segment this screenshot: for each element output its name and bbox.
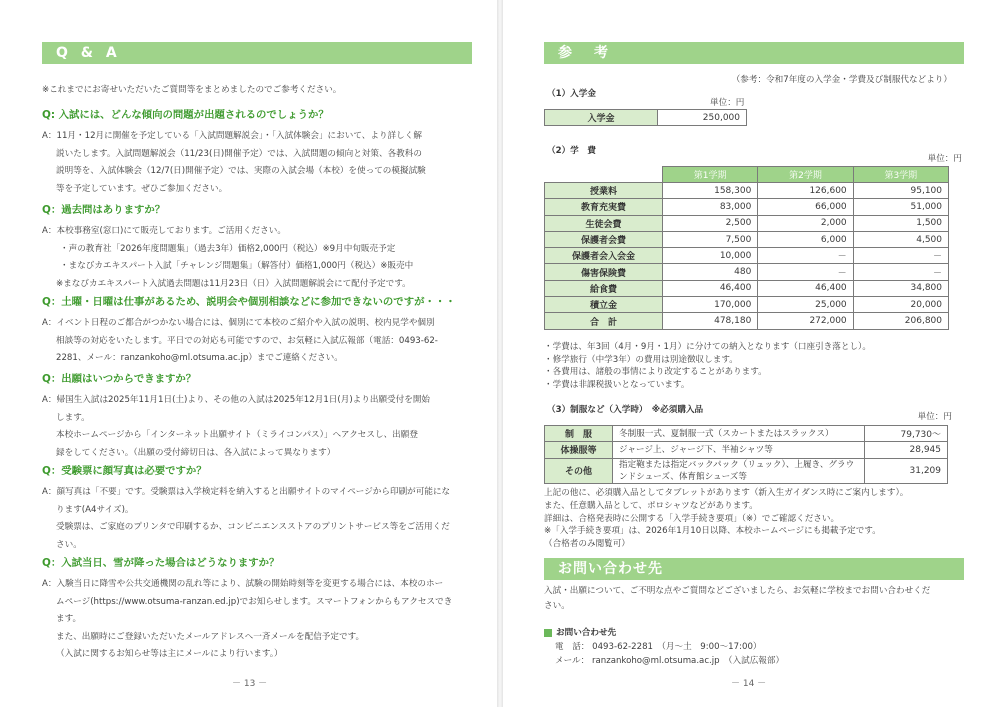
answer-line: 説明等を、入試体験会（12/7(日)開催予定）では、実際の入試会場（本校）を使っての模擬試験 [56,166,426,176]
column-header: 第1学期 [663,167,758,183]
answer [42,128,472,198]
column-header: 第3学期 [853,167,948,183]
answer-line: また、出願時にご登録いただいたメールアドレスへ一斉メールを配信予定です。 [56,631,365,642]
page-number-14: － 14 － [731,679,767,689]
table-cell: 83,000 [663,199,758,215]
table-row [545,313,949,329]
note-line: 上記の他に、必須購入品としてタブレットがあります（新入生ガイダンス時にご案内します）。 [544,488,909,498]
row-label: 傷害保険費 [545,264,663,280]
answer-line: ・まなびカエキスパート入試「チャレンジ問題集」（解答付）価格1,000円（税込）※販売中 [60,261,414,271]
table-cell: 478,180 [663,313,758,329]
phone-value[interactable]: 0493-62-2281 （月～土 9:00～17:00） [592,642,762,652]
tuition-notes [544,341,871,391]
table-row [545,264,949,280]
row-label: 積立金 [545,297,663,313]
table-cell: 31,209 [865,458,948,483]
table-row [545,458,948,483]
table-cell: 46,400 [758,280,853,296]
answer-line: A：本校事務室(窓口)にて販売しております。ご活用ください。 [42,226,286,236]
row-label: その他 [545,458,613,483]
table-cell: 2,500 [663,215,758,231]
table-cell: 25,000 [758,297,853,313]
entrance-fee-table [544,109,747,126]
table-cell: 158,300 [663,183,758,199]
qa-item [42,464,472,554]
reference-heading: 参 考 [544,42,964,64]
entrance-unit: 単位：円 [710,98,745,108]
table-cell: 20,000 [853,297,948,313]
note-line: さい。 [544,600,570,611]
answer [42,576,472,664]
table-cell: 126,600 [758,183,853,199]
table-cell: 指定鞄または指定バックパック（リュック）、上履き、グラウンドシューズ、体育館シューズ等 [613,458,865,483]
row-label: 教育充実費 [545,199,663,215]
table-row [545,110,747,126]
note-line: 入試・出願について、ご不明な点やご質問などございましたら、お気軽に学校までお問い合わせくだ [544,586,931,596]
table-cell: 4,500 [853,231,948,247]
table-cell: 10,000 [663,248,758,264]
uniform-unit: 単位：円 [917,412,952,422]
row-label: 保護者会入会金 [545,248,663,264]
row-label: 制 服 [545,426,613,442]
column-header [545,167,663,183]
answer-line: ・声の教育社「2026年度問題集」（過去3年）価格2,000円（税込）※9月中旬販売予定 [60,243,396,254]
table-cell: 66,000 [758,199,853,215]
table-cell: 28,945 [865,442,948,458]
answer-line: A：顔写真は「不要」です。受験票は入学検定料を納入すると出願サイトのマイページから印刷が可能にな [42,487,451,497]
row-label: 保護者会費 [545,231,663,247]
qa-item [42,372,472,462]
mail-value[interactable]: ranzankoho@ml.otsuma.ac.jp （入試広報部） [591,656,785,666]
answer-line: 等を予定しています。ぜひご参加ください。 [56,183,228,194]
uniform-title: （3）制服など（入学時） ※必須購入品 [547,405,704,415]
mail-label: メール： [555,656,590,666]
answer [42,484,472,554]
qa-item [42,295,472,368]
question: Q：過去問はありますか？ [42,204,166,216]
answer-line: ます。 [56,614,82,624]
note-line: （合格者のみ閲覧可） [544,539,630,550]
answer-line: 説いたします。入試問題解説会（11/23(日)開催予定）では、入試問題の傾向と対策、各教科の [56,148,422,159]
answer-line: 録をしてください。（出願の受付締切日は、各入試によって異なります） [56,447,336,458]
note-line: また、任意購入品として、ポロシャツなどがあります。 [544,500,758,511]
table-cell: 272,000 [758,313,853,329]
answer-line: 本校ホームページから「インターネット出願サイト（ミライコンパス）」へアクセスし、出願登 [56,430,418,440]
tuition-title: （2）学 費 [547,146,596,156]
table-cell: － [853,264,948,280]
table-cell: － [853,248,948,264]
question: Q：入試当日、雪が降った場合はどうなりますか？ [42,557,280,569]
tuition-table [544,166,949,330]
answer-line: 受験票は、ご家庭のプリンタで印刷するか、コンビニエンスストアのプリントサービス等をご活用くだ [56,522,450,532]
table-cell: 46,400 [663,280,758,296]
row-label: 体操服等 [545,442,613,458]
contact-phone-line [555,640,762,654]
table-cell: － [758,264,853,280]
table-row [545,248,949,264]
entrance-fee-value: 250,000 [658,110,747,126]
entrance-fee-title: （1）入学金 [547,89,596,99]
contact-text [544,584,930,613]
qa-item [42,556,472,664]
left-page [0,0,497,707]
answer-line: 相談等の対応をいたします。平日での対応も可能ですので、お気軽に入試広報部（電話：0493-62- [56,335,438,346]
answer [42,392,472,462]
table-row [545,280,949,296]
square-bullet-icon [544,629,552,637]
table-cell: － [758,248,853,264]
answer-line: A：イベント日程のご都合がつかない場合には、個別にて本校のご紹介や入試の説明、校内見学や個別 [42,318,435,328]
note-line: ・学費は非課税扱いとなっています。 [544,379,690,390]
answer-line: A：入験当日に降雪や公共交通機関の乱れ等により、試験の開始時刻等を変更する場合には、本校のホー [42,579,444,589]
phone-label: 電 話： [555,642,590,652]
question: Q：出願はいつからできますか？ [42,373,197,385]
table-cell: 2,000 [758,215,853,231]
question: Q：受験票に顔写真は必要ですか？ [42,465,207,477]
answer [42,223,472,293]
row-label: 合 計 [545,313,663,329]
table-row [545,183,949,199]
table-cell: 480 [663,264,758,280]
table-cell: 冬制服一式、夏制服一式（スカートまたはスラックス） [613,426,865,442]
table-cell: 51,000 [853,199,948,215]
table-row [545,426,948,442]
table-cell: 34,800 [853,280,948,296]
table-header-row [545,167,949,183]
note-line: ・学費は、年3回（4月・9月・1月）に分けての納入となります（口座引き落とし）。 [544,342,871,352]
table-row [545,199,949,215]
table-cell: 206,800 [853,313,948,329]
table-cell: 1,500 [853,215,948,231]
right-page [503,0,1000,707]
qa-item [42,203,472,293]
column-header: 第2学期 [758,167,853,183]
table-row [545,231,949,247]
reference-source-note: （参考：令和7年度の入学金・学費及び制服代などより） [731,75,952,85]
answer-line: ります(A4サイズ)。 [56,504,134,515]
answer-line: ムページ(https://www.otsuma-ranzan.ed.jp)でお知らせします。スマートフォンからもアクセスでき [56,596,453,607]
table-cell: 95,100 [853,183,948,199]
question: Q: 入試には、どんな傾向の問題が出題されるのでしょうか？ [42,109,329,121]
qa-item [42,108,472,198]
contact-subheading-label: お問い合わせ先 [556,628,617,638]
answer-line: （入試に関するお知らせ等は主にメールにより行います。） [56,649,283,659]
uniform-table [544,425,948,484]
table-cell: 7,500 [663,231,758,247]
page-number-13: － 13 － [232,679,268,689]
qa-intro: ※これまでにお寄せいただいたご質問等をまとめましたのでご参考ください。 [42,85,342,95]
entrance-fee-label: 入学金 [545,110,658,126]
tuition-unit: 単位：円 [927,154,962,164]
note-line: ※「入学手続き要項」は、2026年1月10日以降、本校ホームページにも掲載予定です。 [544,526,881,537]
row-label: 授業料 [545,183,663,199]
answer-line: A：11月・12月に開催を予定している「入試問題解説会」・「入試体験会」において、より詳しく解 [42,131,422,141]
note-line: 詳細は、合格発表時に公開する「入学手続き要項」（※）でご確認ください。 [544,513,840,524]
contact-mail-line [555,654,784,668]
table-cell: 6,000 [758,231,853,247]
table-cell: 79,730～ [865,426,948,442]
row-label: 給食費 [545,280,663,296]
note-line: ・各費用は、諸般の事情により改定することがあります。 [544,367,767,377]
answer-line: 2281、メール：ranzankoho@ml.otsuma.ac.jp）までご連絡ください。 [56,353,343,363]
uniform-notes [544,487,908,551]
answer-line: ※まなびカエキスパート入試過去問題は11月23日（日）入試問題解説会にて配付予定です。 [56,278,411,289]
row-label: 生徒会費 [545,215,663,231]
answer-line: A：帰国生入試は2025年11月1日(土)より、その他の入試は2025年12月1日(月)より出願受付を開始 [42,395,431,405]
table-row [545,442,948,458]
answer [42,315,472,368]
contact-subheading [544,626,616,640]
question: Q：土曜・日曜は仕事があるため、説明会や個別相談などに参加できないのですが・・・ [42,296,456,308]
table-row [545,215,949,231]
note-line: ・修学旅行（中学3年）の費用は別途徴収します。 [544,354,738,365]
table-cell: 170,000 [663,297,758,313]
answer-line: さい。 [56,539,82,550]
answer-line: します。 [56,412,90,423]
table-cell: ジャージ上、ジャージ下、半袖シャツ等 [613,442,865,458]
table-row [545,297,949,313]
contact-heading: お問い合わせ先 [544,558,964,580]
qa-heading: Q & A [42,42,472,64]
